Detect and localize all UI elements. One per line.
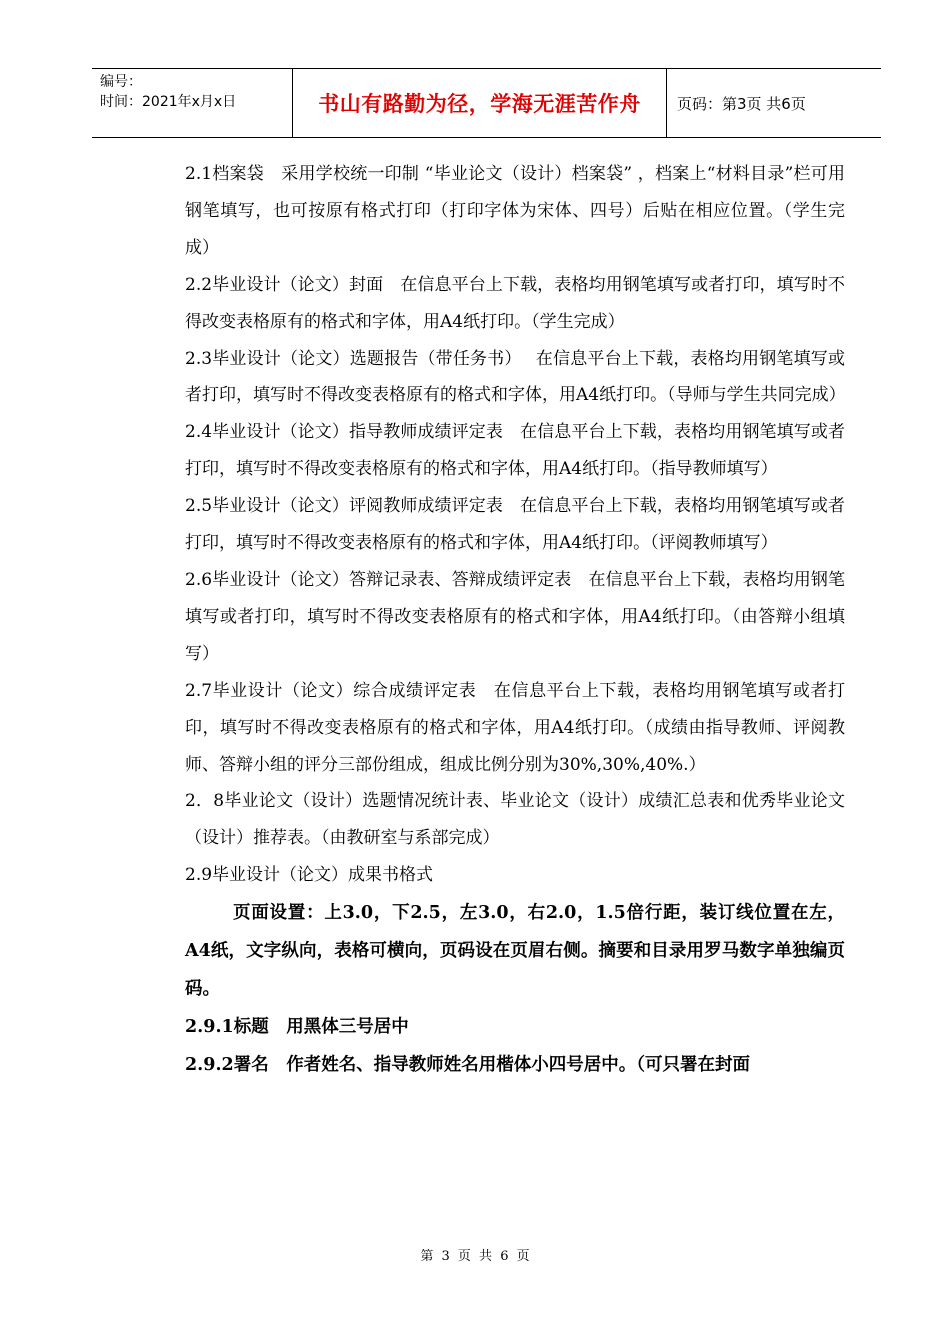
paragraph-defense-record: 2.6毕业设计（论文）答辩记录表、答辩成绩评定表 在信息平台上下载，表格均用钢笔填写或者打印，填写时不得改变表格原有的格式和字体，用A4纸打印。（由答辩小组填写） <box>185 569 845 664</box>
paragraph-topic-report: 2.3毕业设计（论文）选题报告（带任务书） 在信息平台上下载，表格均用钢笔填写或者打印，填写时不得改变表格原有的格式和字体，用A4纸打印。（导师与学生共同完成） <box>185 348 846 406</box>
section-title-format: 2.9.1标题 用黑体三号居中 <box>185 1017 409 1038</box>
header-page-info: 页码：第3页 共6页 <box>677 94 806 113</box>
paragraph-supervisor-grade: 2.4毕业设计（论文）指导教师成绩评定表 在信息平台上下载，表格均用钢笔填写或者打印，填写时不得改变表格原有的格式和字体，用A4纸打印。（指导教师填写） <box>185 422 845 480</box>
paragraph-reviewer-grade: 2.5毕业设计（论文）评阅教师成绩评定表 在信息平台上下载，表格均用钢笔填写或者打印，填写时不得改变表格原有的格式和字体，用A4纸打印。（评阅教师填写） <box>185 496 845 554</box>
document-code-label: 编号： <box>100 74 142 90</box>
paragraph-page-setup: 页面设置：上3.0，下2.5，左3.0，右2.0，1.5倍行距，装订线位置在左，A4纸，文字纵向，表格可横向，页码设在页眉右侧。摘要和目录用罗马数字单独编页码。 <box>185 903 845 1000</box>
header-motto: 书山有路勤为径，学海无涯苦作舟 <box>293 69 667 137</box>
document-body <box>185 156 845 1084</box>
section-signature-format: 2.9.2署名 作者姓名、指导教师姓名用楷体小四号居中。（可只署在封面 <box>185 1055 750 1076</box>
header-meta <box>92 69 293 137</box>
paragraph-archive-bag: 2.1档案袋 采用学校统一印制 “毕业论文（设计）档案袋” ，档案上“材料目录”栏可用钢笔填写，也可按原有格式打印（打印字体为宋体、四号）后贴在相应位置。（学生完成） <box>185 164 845 258</box>
paragraph-overall-grade: 2.7毕业设计（论文）综合成绩评定表 在信息平台上下载，表格均用钢笔填写或者打印，填写时不得改变表格原有的格式和字体，用A4纸打印。（成绩由指导教师、评阅教师、答辩小组的评分三部份组成，组成比例分别为30%,30%,40%.） <box>185 680 845 775</box>
paragraph-statistics: 2．8毕业论文（设计）选题情况统计表、毕业论文（设计）成绩汇总表和优秀毕业论文（设计）推荐表。（由教研室与系部完成） <box>185 791 845 849</box>
page-footer: 第 3 页 共 6 页 <box>420 1249 530 1264</box>
paragraph-cover: 2.2毕业设计（论文）封面 在信息平台上下载，表格均用钢笔填写或者打印，填写时不得改变表格原有的格式和字体，用A4纸打印。（学生完成） <box>185 274 845 332</box>
paragraph-format-heading: 2.9毕业设计（论文）成果书格式 <box>185 865 434 886</box>
document-date: 时间：2021年x月x日 <box>100 94 237 110</box>
page-header <box>92 68 881 138</box>
